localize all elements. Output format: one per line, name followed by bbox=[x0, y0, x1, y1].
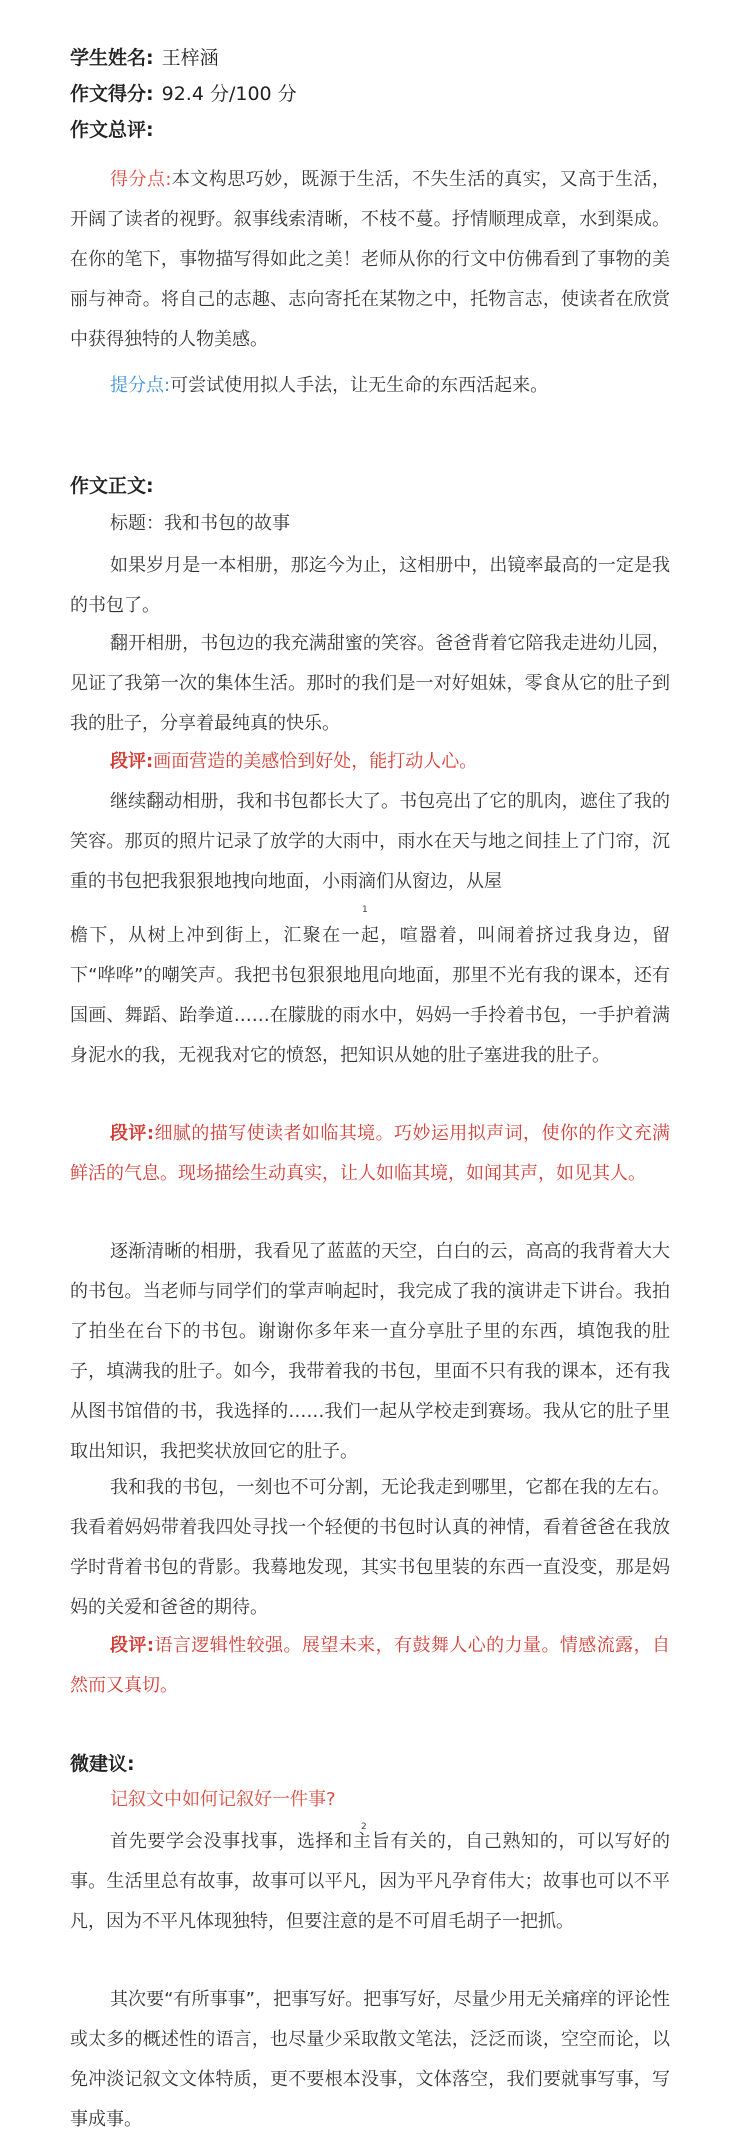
summary-heading: 作文总评: bbox=[70, 119, 154, 141]
strength-text: 本文构思巧妙，既源于生活，不失生活的真实，又高于生活，开阔了读者的视野。叙事线索清晰，不枝不蔓。抒情顺理成章，水到渠成。在你的笔下，事物描写得如此之美！老师从你的行文中仿佛看到了事物的美丽与神奇。将自己的志趣、志向寄托在某物之中，托物言志，使读者在欣赏中获得独特的人物美感。 bbox=[70, 169, 670, 350]
paragraph-comment-3 bbox=[70, 1626, 670, 1706]
improve-paragraph bbox=[70, 366, 670, 406]
essay-paragraph-5: 我和我的书包，一刻也不可分割，无论我走到哪里，它都在我的左右。我看着妈妈带着我四处寻找一个轻便的书包时认真的神情，看着爸爸在我放学时背着书包的背影。我蓦地发现，其实书包里装的东西一直没变，那是妈妈的关爱和爸爸的期待。 bbox=[70, 1477, 670, 1618]
essay-paragraph-1: 如果岁月是一本相册，那迄今为止，这相册中，出镜率最高的一定是我的书包了。 bbox=[70, 555, 670, 616]
paragraph-comment-1-label: 段评: bbox=[110, 751, 154, 772]
advice-paragraph-2: 其次要“有所事事”，把事写好。把事写好，尽量少用无关痛痒的评论性或太多的概述性的语言，也尽量少采取散文笔法，泛泛而谈，空空而论，以免冲淡记叙文文体特质，更不要根本没事，文体落空，我们要就事写事，写事成事。 bbox=[70, 1989, 670, 2130]
improve-label: 提分点: bbox=[110, 375, 171, 396]
paragraph-comment-2-text: 细腻的描写使读者如临其境。巧妙运用拟声词，使你的作文充满鲜活的气息。现场描绘生动真实，让人如临其境，如闻其声，如见其人。 bbox=[70, 1123, 671, 1184]
advice-heading: 微建议: bbox=[70, 1753, 135, 1775]
annotation-marker-1: 1 bbox=[362, 905, 368, 915]
score-label: 作文得分: bbox=[70, 83, 154, 105]
paragraph-comment-2-label: 段评: bbox=[110, 1123, 155, 1144]
advice-title: 记叙文中如何记叙好一件事? bbox=[110, 1789, 336, 1810]
paragraph-comment-1 bbox=[70, 742, 670, 782]
paragraph-comment-2 bbox=[70, 1114, 670, 1194]
essay-paragraph-3b: 檐下，从树上冲到街上，汇聚在一起，喧嚣着，叫闹着挤过我身边，留下“哗哗”的嘲笑声。我把书包狠狠地甩向地面，那里不光有我的课本，还有国画、舞蹈、跆拳道……在朦胧的雨水中，妈妈一手拎着书包，一手护着满身泥水的我，无视我对它的愤怒，把知识从她的肚子塞进我的肚子。 bbox=[70, 925, 670, 1066]
student-name-label: 学生姓名: bbox=[70, 47, 154, 69]
essay-heading: 作文正文: bbox=[70, 475, 154, 497]
strength-paragraph bbox=[70, 160, 670, 360]
essay-paragraph-2: 翻开相册，书包边的我充满甜蜜的笑容。爸爸背着它陪我走进幼儿园，见证了我第一次的集体生活。那时的我们是一对好姐妹，零食从它的肚子到我的肚子，分享着最纯真的快乐。 bbox=[70, 633, 670, 734]
improve-text: 可尝试使用拟人手法，让无生命的东西活起来。 bbox=[170, 375, 549, 396]
essay-title-line: 标题：我和书包的故事 bbox=[110, 513, 290, 534]
student-name: 王梓涵 bbox=[161, 47, 219, 69]
essay-paragraph-3a: 继续翻动相册，我和书包都长大了。书包亮出了它的肌肉，遮住了我的笑容。那页的照片记录了放学的大雨中，雨水在天与地之间挂上了门帘，沉重的书包把我狠狠地拽向地面，小雨滴们从窗边，从屋 bbox=[70, 791, 670, 892]
score-value: 92.4 分/100 分 bbox=[161, 83, 297, 105]
advice-paragraph-1: 首先要学会没事找事，选择和主旨有关的，自己熟知的，可以写好的事。生活里总有故事，故事可以平凡，因为平凡孕育伟大；故事也可以不平凡，因为不平凡体现独特，但要注意的是不可眉毛胡子一把抓。 bbox=[70, 1831, 670, 1932]
score-row bbox=[70, 80, 297, 108]
paragraph-comment-1-text: 画面营造的美感恰到好处，能打动人心。 bbox=[153, 751, 478, 772]
paragraph-comment-3-text: 语言逻辑性较强。展望未来，有鼓舞人心的力量。情感流露，自然而又真切。 bbox=[70, 1635, 671, 1696]
essay-paragraph-4: 逐渐清晰的相册，我看见了蓝蓝的天空，白白的云，高高的我背着大大的书包。当老师与同学们的掌声响起时，我完成了我的演讲走下讲台。我拍了拍坐在台下的书包。谢谢你多年来一直分享肚子里的东西，填饱我的肚子，填满我的肚子。如今，我带着我的书包，里面不只有我的课本，还有我从图书馆借的书，我选择的……我们一起从学校走到赛场。我从它的肚子里取出知识，我把奖状放回它的肚子。 bbox=[70, 1241, 670, 1462]
student-name-row bbox=[70, 44, 219, 72]
paragraph-comment-3-label: 段评: bbox=[110, 1635, 155, 1656]
annotation-marker-2: 2 bbox=[361, 1822, 367, 1832]
strength-label: 得分点: bbox=[110, 169, 172, 190]
